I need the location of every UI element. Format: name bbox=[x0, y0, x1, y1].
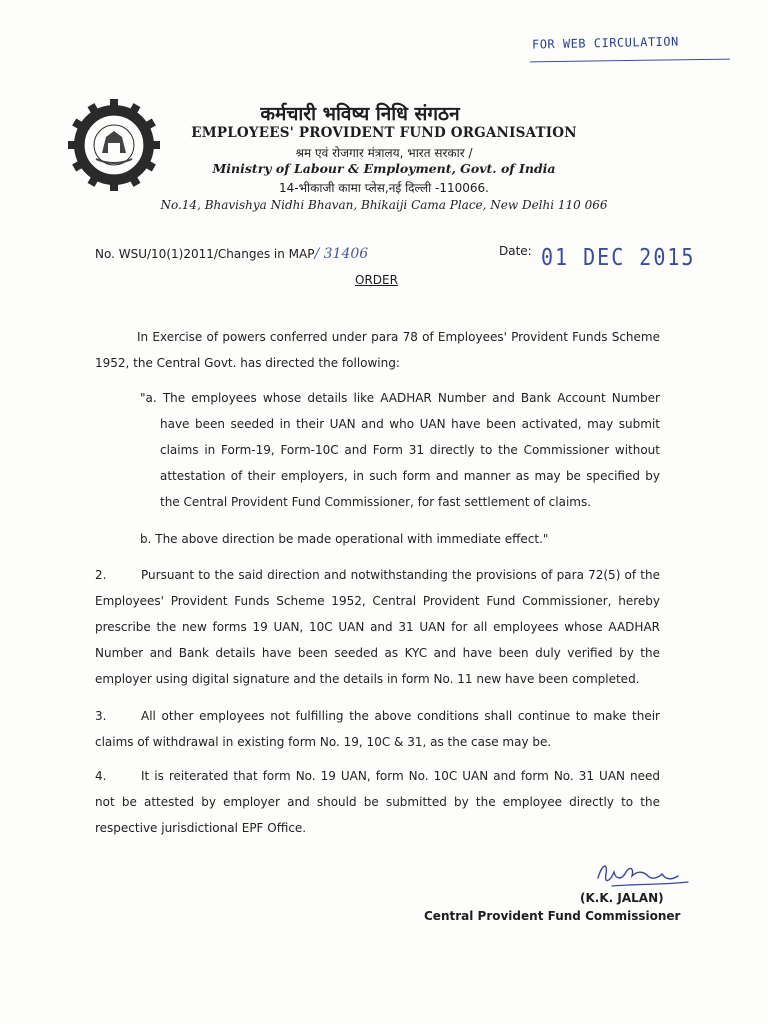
address: No.14, Bhavishya Nidhi Bhavan, Bhikaiji Cama Place, New Delhi 110 066 bbox=[160, 198, 608, 212]
paragraph-text: Pursuant to the said direction and notwithstanding the provisions of para 72(5) of the Employees' Provident Funds Scheme 1952, Central Provident Fund Commissioner, hereby prescribe the new forms 19 UAN, 10C UAN and 31 UAN for all employees whose AADHAR Number and Bank details have been seeded as KYC and have been duly verified by the employer using digital signature and the details in form No. 11 new have been completed. bbox=[95, 568, 660, 686]
ministry: Ministry of Labour & Employment, Govt. of India bbox=[212, 161, 556, 176]
paragraph-number: 4. bbox=[95, 769, 107, 783]
paragraph-2 bbox=[95, 562, 660, 692]
signatory-title: Central Provident Fund Commissioner bbox=[424, 909, 681, 923]
reference-text: No. WSU/10(1)2011/Changes in MAP bbox=[95, 247, 315, 261]
order-title: ORDER bbox=[355, 273, 398, 287]
hindi-ministry: श्रम एवं रोजगार मंत्रालय, भारत सरकार / bbox=[295, 146, 473, 160]
handwritten-signature bbox=[592, 858, 692, 894]
hindi-address: 14-भीकाजी कामा प्लेस,नई दिल्ली -110066. bbox=[279, 181, 489, 195]
direction-a: "a. The employees whose details like AADHAR Number and Bank Account Number have been seeded in their UAN and who UAN have been activated, may submit claims in Form-19, Form-10C and Form 31 directly to the Commissioner without attestation of their employers, in such form and manner as may be specified by the Central Provident Fund Commissioner, for fast settlement of claims. bbox=[140, 391, 660, 509]
hindi-org-name: कर्मचारी भविष्य निधि संगठन bbox=[260, 103, 460, 125]
reference-number bbox=[95, 246, 368, 262]
date-label: Date: bbox=[499, 244, 532, 258]
paragraph-text: All other employees not fulfilling the above conditions shall continue to make their claims of withdrawal in existing form No. 19, 10C & 31, as the case may be. bbox=[95, 709, 660, 749]
paragraph-number: 2. bbox=[95, 568, 107, 582]
intro-paragraph: In Exercise of powers conferred under para 78 of Employees' Provident Funds Scheme 1952, the Central Govt. has directed the following: bbox=[95, 330, 660, 370]
direction-b: b. The above direction be made operational with immediate effect." bbox=[140, 532, 549, 546]
paragraph-text: It is reiterated that form No. 19 UAN, form No. 10C UAN and form No. 31 UAN need not be attested by employer and should be submitted by the employee directly to the respective jurisdictional EPF Office. bbox=[95, 769, 660, 835]
paragraph-4 bbox=[95, 763, 660, 841]
web-circulation-stamp: FOR WEB CIRCULATION bbox=[531, 34, 679, 52]
handwritten-ref-number: / 31406 bbox=[314, 246, 369, 262]
stamp-underline bbox=[530, 59, 730, 63]
signatory-name: (K.K. JALAN) bbox=[580, 891, 664, 905]
org-name: EMPLOYEES' PROVIDENT FUND ORGANISATION bbox=[191, 125, 577, 141]
paragraph-number: 3. bbox=[95, 709, 107, 723]
paragraph-3 bbox=[95, 703, 660, 755]
date-stamp: 01 DEC 2015 bbox=[541, 243, 696, 271]
